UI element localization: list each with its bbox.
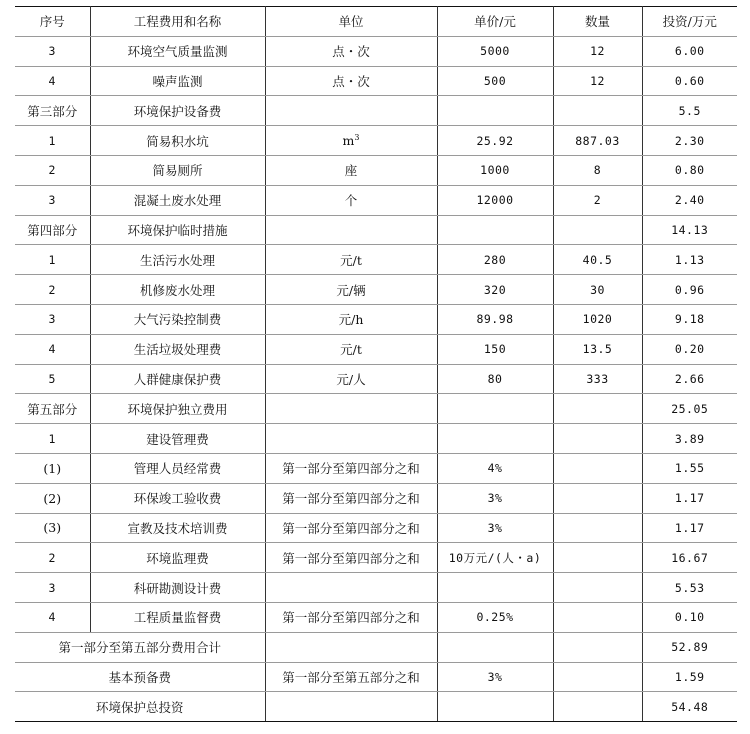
cell-no: 2 xyxy=(15,155,90,185)
cell-name: 环境保护独立费用 xyxy=(90,394,265,424)
cell-qty xyxy=(553,692,642,722)
cell-no: 2 xyxy=(15,275,90,305)
cell-unit xyxy=(265,632,437,662)
cell-name: 环境空气质量监测 xyxy=(90,36,265,66)
unit-text: 元/辆 xyxy=(336,282,366,298)
cell-unit: 第一部分至第五部分之和 xyxy=(265,662,437,692)
cell-qty: 8 xyxy=(553,155,642,185)
cell-price xyxy=(437,573,553,603)
unit-text: 第一部分至第四部分之和 xyxy=(282,461,420,477)
cell-name: 生活污水处理 xyxy=(90,245,265,275)
header-price: 单价/元 xyxy=(437,7,553,37)
cell-unit xyxy=(265,304,437,334)
cell-unit xyxy=(265,275,437,305)
table-row xyxy=(15,275,737,305)
cell-price xyxy=(437,424,553,454)
table-row xyxy=(15,573,737,603)
cell-qty xyxy=(553,215,642,245)
cell-price: 0.25% xyxy=(437,602,553,632)
total-row xyxy=(15,662,737,692)
cell-qty: 2 xyxy=(553,185,642,215)
unit-text: 第一部分至第四部分之和 xyxy=(282,520,420,536)
cell-qty xyxy=(553,513,642,543)
cell-no: (3) xyxy=(15,513,90,543)
header-unit: 单位 xyxy=(265,7,437,37)
table-row xyxy=(15,215,737,245)
cell-price: 150 xyxy=(437,334,553,364)
unit-text: 元/h xyxy=(338,312,364,328)
cell-name: 大气污染控制费 xyxy=(90,304,265,334)
cell-name: 宣教及技术培训费 xyxy=(90,513,265,543)
cell-qty xyxy=(553,602,642,632)
cell-no: 3 xyxy=(15,36,90,66)
table-row xyxy=(15,66,737,96)
cell-unit xyxy=(265,394,437,424)
cell-qty xyxy=(553,632,642,662)
cell-invest: 5.5 xyxy=(642,96,737,126)
cell-unit xyxy=(265,543,437,573)
table-row xyxy=(15,483,737,513)
cell-qty xyxy=(553,483,642,513)
cell-invest: 0.96 xyxy=(642,275,737,305)
cell-invest: 1.17 xyxy=(642,483,737,513)
cell-invest: 54.48 xyxy=(642,692,737,722)
cell-invest: 1.59 xyxy=(642,662,737,692)
cell-price: 3% xyxy=(437,483,553,513)
unit-text: 元/人 xyxy=(336,371,366,387)
cell-no: 3 xyxy=(15,185,90,215)
cell-price: 320 xyxy=(437,275,553,305)
cell-price: 4% xyxy=(437,453,553,483)
table-row xyxy=(15,185,737,215)
cell-price xyxy=(437,394,553,424)
cell-invest: 0.20 xyxy=(642,334,737,364)
cell-unit xyxy=(265,483,437,513)
cell-name: 噪声监测 xyxy=(90,66,265,96)
cell-unit xyxy=(265,424,437,454)
cell-qty xyxy=(553,453,642,483)
cell-price: 89.98 xyxy=(437,304,553,334)
table-row xyxy=(15,126,737,156)
cell-name: 管理人员经常费 xyxy=(90,453,265,483)
cell-name: 机修废水处理 xyxy=(90,275,265,305)
unit-text: 第一部分至第四部分之和 xyxy=(282,610,420,626)
header-name: 工程费用和名称 xyxy=(90,7,265,37)
cell-price xyxy=(437,96,553,126)
cell-name: 环境保护设备费 xyxy=(90,96,265,126)
cell-unit xyxy=(265,245,437,275)
table-row xyxy=(15,602,737,632)
table-row xyxy=(15,36,737,66)
cell-price: 3% xyxy=(437,662,553,692)
cell-no: 3 xyxy=(15,573,90,603)
cell-invest: 2.40 xyxy=(642,185,737,215)
unit-text: 元/t xyxy=(340,252,362,268)
cell-qty: 12 xyxy=(553,36,642,66)
cell-no: 1 xyxy=(15,424,90,454)
unit-superscript: 3 xyxy=(354,133,360,142)
cell-invest: 1.17 xyxy=(642,513,737,543)
cell-unit xyxy=(265,126,437,156)
cell-invest: 2.66 xyxy=(642,364,737,394)
table-row xyxy=(15,155,737,185)
unit-text: 第一部分至第四部分之和 xyxy=(282,550,420,566)
cell-unit xyxy=(265,66,437,96)
cell-unit xyxy=(265,513,437,543)
table-row xyxy=(15,96,737,126)
cell-price: 500 xyxy=(437,66,553,96)
table-row xyxy=(15,543,737,573)
cell-no: (2) xyxy=(15,483,90,513)
cell-no: 第三部分 xyxy=(15,96,90,126)
cell-invest: 52.89 xyxy=(642,632,737,662)
unit-text: 座 xyxy=(344,163,358,179)
cell-qty xyxy=(553,394,642,424)
header-no: 序号 xyxy=(15,7,90,37)
table-row xyxy=(15,424,737,454)
cell-invest: 6.00 xyxy=(642,36,737,66)
cell-no: 3 xyxy=(15,304,90,334)
cell-name: 环境保护临时措施 xyxy=(90,215,265,245)
unit-text: 第一部分至第四部分之和 xyxy=(282,491,420,507)
cell-unit xyxy=(265,692,437,722)
cell-invest: 2.30 xyxy=(642,126,737,156)
cell-no: 第四部分 xyxy=(15,215,90,245)
cell-name: 人群健康保护费 xyxy=(90,364,265,394)
cell-invest: 0.60 xyxy=(642,66,737,96)
cell-unit xyxy=(265,364,437,394)
cell-invest: 16.67 xyxy=(642,543,737,573)
cell-price: 80 xyxy=(437,364,553,394)
cell-qty: 333 xyxy=(553,364,642,394)
cell-price: 1000 xyxy=(437,155,553,185)
cell-no: 1 xyxy=(15,126,90,156)
cell-name: 生活垃圾处理费 xyxy=(90,334,265,364)
cell-invest: 1.55 xyxy=(642,453,737,483)
header-qty: 数量 xyxy=(553,7,642,37)
cell-qty: 887.03 xyxy=(553,126,642,156)
cell-price: 25.92 xyxy=(437,126,553,156)
cell-qty xyxy=(553,96,642,126)
cell-qty xyxy=(553,662,642,692)
cell-qty: 1020 xyxy=(553,304,642,334)
table-header-row xyxy=(15,7,737,37)
cell-invest: 5.53 xyxy=(642,573,737,603)
table-row xyxy=(15,245,737,275)
unit-text: 元/t xyxy=(340,342,362,358)
cell-name: 简易积水坑 xyxy=(90,126,265,156)
cell-name: 简易厕所 xyxy=(90,155,265,185)
cell-price xyxy=(437,632,553,662)
cell-name: 科研勘测设计费 xyxy=(90,573,265,603)
total-row xyxy=(15,632,737,662)
cell-no: 4 xyxy=(15,66,90,96)
cell-name: 混凝土废水处理 xyxy=(90,185,265,215)
table-row xyxy=(15,394,737,424)
cell-price: 10万元/(人・a) xyxy=(437,543,553,573)
table-row xyxy=(15,334,737,364)
header-invest: 投资/万元 xyxy=(642,7,737,37)
cell-qty xyxy=(553,424,642,454)
cell-no: 5 xyxy=(15,364,90,394)
cell-qty: 40.5 xyxy=(553,245,642,275)
cell-unit xyxy=(265,155,437,185)
cell-no: (1) xyxy=(15,453,90,483)
cell-invest: 0.80 xyxy=(642,155,737,185)
cell-unit xyxy=(265,602,437,632)
cell-unit xyxy=(265,185,437,215)
cell-qty xyxy=(553,573,642,603)
cell-unit xyxy=(265,96,437,126)
cell-invest: 25.05 xyxy=(642,394,737,424)
table-row xyxy=(15,364,737,394)
cell-price: 3% xyxy=(437,513,553,543)
table-row xyxy=(15,304,737,334)
cell-price: 280 xyxy=(437,245,553,275)
cell-name: 建设管理费 xyxy=(90,424,265,454)
cell-price xyxy=(437,692,553,722)
total-label: 基本预备费 xyxy=(15,662,265,692)
unit-text: 点・次 xyxy=(332,44,370,60)
cell-invest: 14.13 xyxy=(642,215,737,245)
cell-invest: 3.89 xyxy=(642,424,737,454)
investment-table xyxy=(15,6,737,722)
unit-text: 点・次 xyxy=(332,73,370,89)
unit-text: m xyxy=(342,133,355,149)
cell-unit xyxy=(265,215,437,245)
cell-invest: 1.13 xyxy=(642,245,737,275)
cell-qty: 30 xyxy=(553,275,642,305)
cell-qty: 12 xyxy=(553,66,642,96)
cell-no: 4 xyxy=(15,334,90,364)
cell-unit xyxy=(265,36,437,66)
cell-price: 5000 xyxy=(437,36,553,66)
cell-name: 工程质量监督费 xyxy=(90,602,265,632)
table-body xyxy=(15,36,737,721)
cell-price: 12000 xyxy=(437,185,553,215)
cell-no: 第五部分 xyxy=(15,394,90,424)
cell-name: 环境监理费 xyxy=(90,543,265,573)
cell-price xyxy=(437,215,553,245)
cell-unit xyxy=(265,334,437,364)
total-label: 第一部分至第五部分费用合计 xyxy=(15,632,265,662)
cell-no: 4 xyxy=(15,602,90,632)
table-row xyxy=(15,513,737,543)
cell-qty xyxy=(553,543,642,573)
cell-no: 2 xyxy=(15,543,90,573)
cell-unit xyxy=(265,573,437,603)
cell-invest: 0.10 xyxy=(642,602,737,632)
unit-text: 个 xyxy=(344,193,358,209)
cell-no: 1 xyxy=(15,245,90,275)
table-row xyxy=(15,453,737,483)
total-label: 环境保护总投资 xyxy=(15,692,265,722)
cell-invest: 9.18 xyxy=(642,304,737,334)
cell-name: 环保竣工验收费 xyxy=(90,483,265,513)
cell-qty: 13.5 xyxy=(553,334,642,364)
cell-unit xyxy=(265,453,437,483)
total-row xyxy=(15,692,737,722)
